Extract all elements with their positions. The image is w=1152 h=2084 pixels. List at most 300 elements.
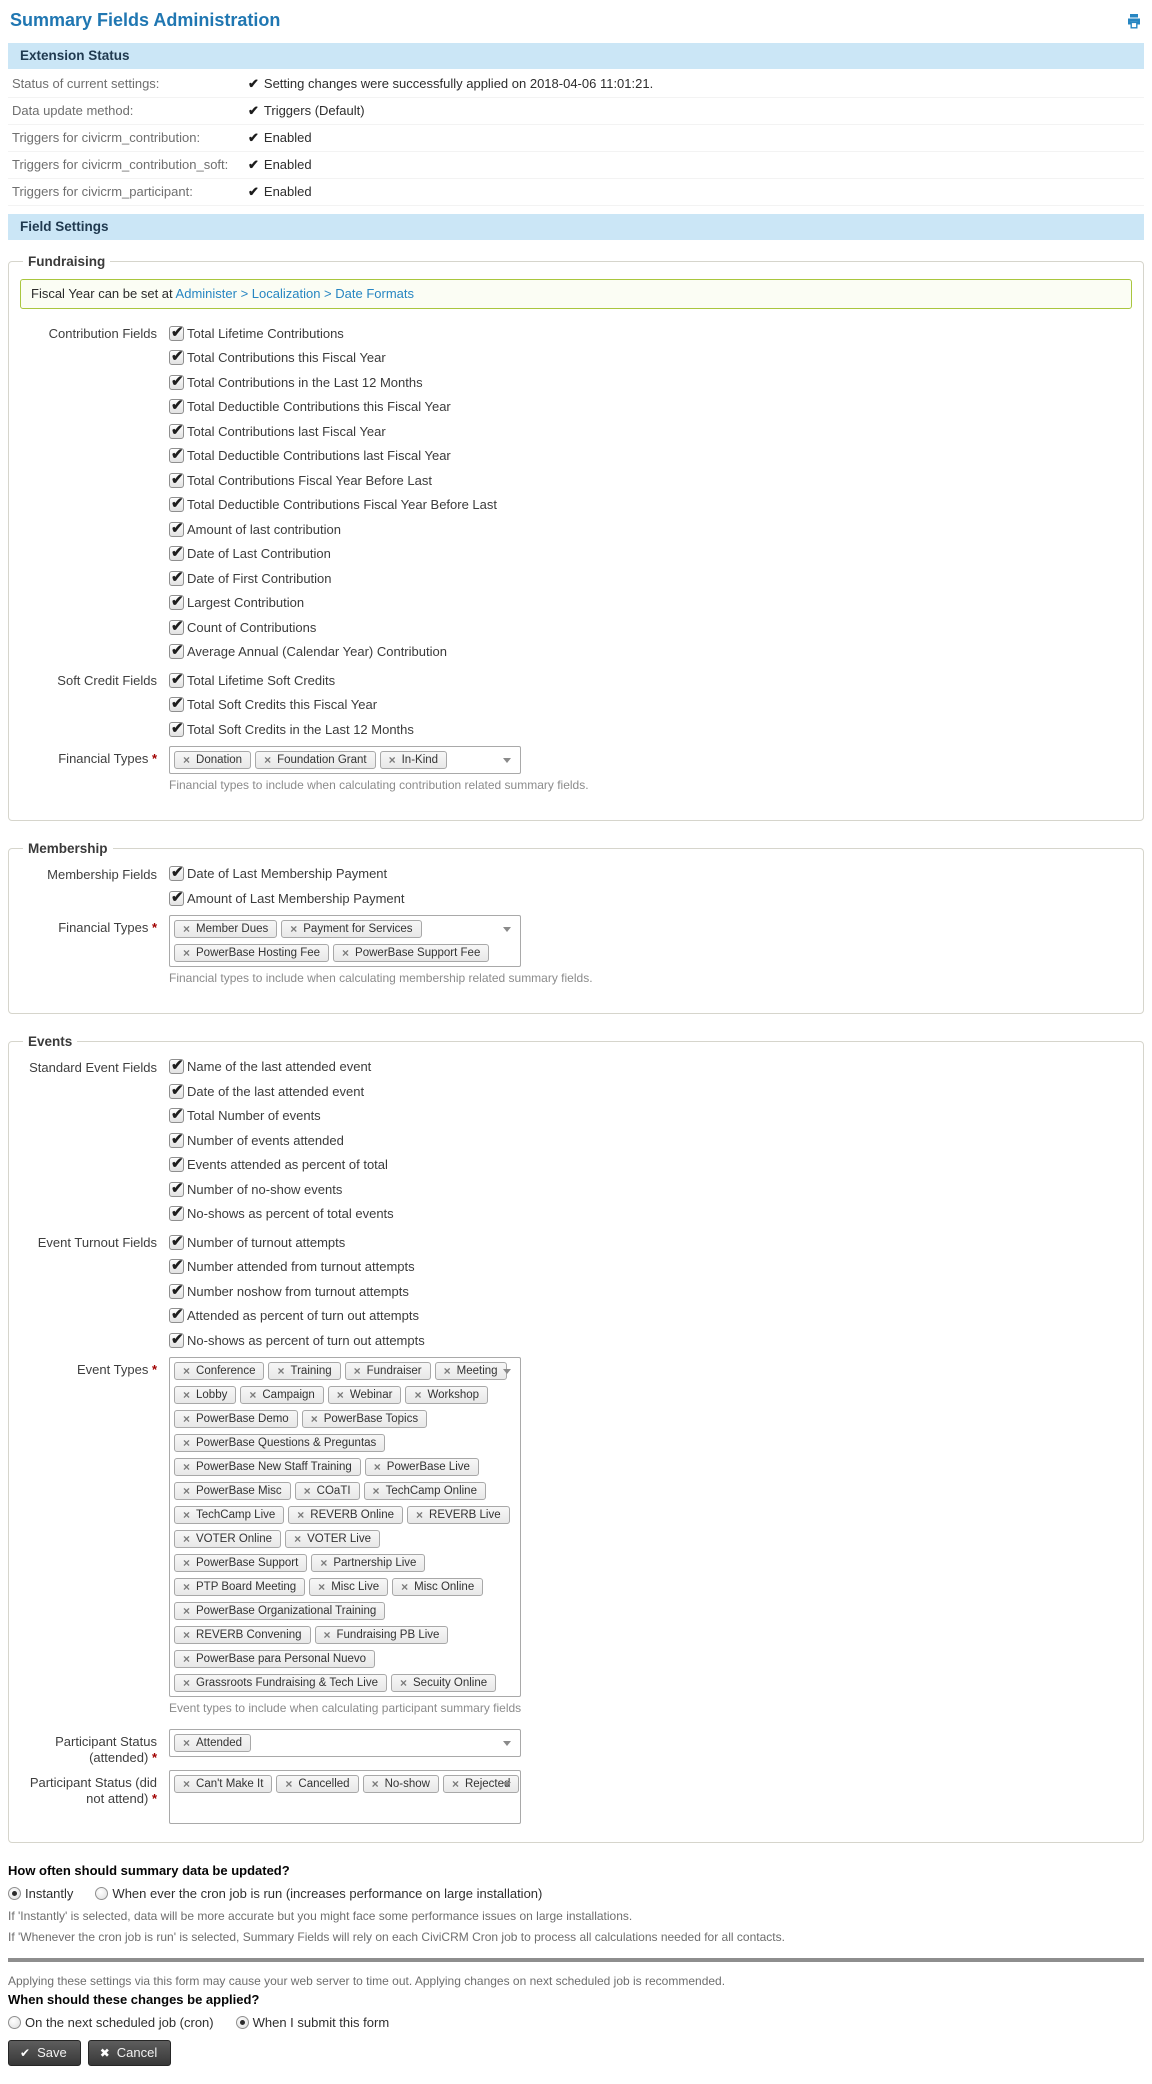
update-frequency-question: How often should summary data be updated?: [8, 1863, 290, 1878]
extension-status-header: Extension Status: [8, 43, 1144, 69]
selected-tag: [363, 1775, 439, 1793]
remove-tag-icon[interactable]: ×: [451, 1777, 459, 1791]
checkbox-label[interactable]: Number noshow from turnout attempts: [187, 1283, 409, 1299]
tag-label: Meeting: [456, 1364, 498, 1377]
remove-tag-icon[interactable]: ×: [183, 1627, 191, 1642]
checkbox-label[interactable]: Count of Contributions: [187, 619, 317, 635]
checkbox-checked-icon[interactable]: [169, 399, 184, 414]
remove-tag-icon[interactable]: ×: [183, 1579, 191, 1594]
checkbox-label[interactable]: Date of Last Contribution: [187, 546, 331, 562]
tag-label: TechCamp Online: [385, 1484, 477, 1497]
selected-tag: [174, 1410, 298, 1428]
status-row: [8, 125, 1144, 152]
tag-label: In-Kind: [401, 753, 439, 766]
status-label: Status of current settings:: [12, 76, 160, 91]
update-frequency-options: [8, 1886, 1144, 1901]
checkbox-item: [169, 640, 1133, 665]
financial-types-label-text: Financial Types: [58, 919, 152, 935]
checkbox-label[interactable]: Amount of last contribution: [187, 521, 341, 537]
contribution-fields-list: [169, 321, 1133, 664]
selected-tag: [380, 751, 447, 769]
event-types-row: [19, 1357, 1133, 1725]
check-icon: ✔: [248, 76, 259, 91]
fundraising-financial-types-select[interactable]: [169, 746, 521, 774]
checkbox-item: [169, 566, 1133, 591]
event-types-label: [19, 1357, 169, 1725]
checkbox-checked-icon[interactable]: [169, 448, 184, 463]
event-types-select[interactable]: [169, 1357, 521, 1697]
checkbox-item: [169, 1128, 1133, 1153]
checkbox-label[interactable]: Total Contributions last Fiscal Year: [187, 423, 386, 439]
checkbox-checked-icon[interactable]: [169, 1284, 184, 1299]
checkbox-checked-icon[interactable]: [169, 497, 184, 512]
checkbox-checked-icon[interactable]: [169, 697, 184, 712]
tag-label: PowerBase Misc: [196, 1484, 282, 1497]
dropdown-arrow-icon[interactable]: [503, 1782, 511, 1787]
checkbox-item: [169, 1230, 1133, 1255]
printer-icon-svg: [1126, 13, 1142, 29]
event-types-help: Event types to include when calculating participant summary fields: [169, 1700, 522, 1715]
checkbox-checked-icon[interactable]: [169, 1182, 184, 1197]
selected-tag: [391, 1674, 496, 1692]
checkbox-item: [169, 395, 1133, 420]
apply-question: When should these changes be applied?: [8, 1992, 260, 2007]
standard-event-fields-row: [19, 1055, 1133, 1227]
remove-tag-icon[interactable]: ×: [183, 1603, 191, 1618]
date-formats-link[interactable]: Administer > Localization > Date Formats: [175, 286, 414, 301]
checkbox-checked-icon[interactable]: [169, 1308, 184, 1323]
tag-label: REVERB Live: [429, 1508, 501, 1521]
checkbox-item: [169, 1177, 1133, 1202]
checkbox-label[interactable]: Total Soft Credits in the Last 12 Months: [187, 721, 414, 737]
checkbox-label[interactable]: Number of events attended: [187, 1132, 344, 1148]
tag-label: Cancelled: [298, 1778, 350, 1790]
tag-label: VOTER Online: [196, 1532, 273, 1545]
membership-financial-types-select[interactable]: [169, 915, 521, 967]
radio-button-icon[interactable]: [8, 2016, 21, 2029]
selected-tag: [276, 1775, 358, 1793]
remove-tag-icon[interactable]: ×: [264, 752, 272, 767]
tag-label: REVERB Convening: [196, 1628, 302, 1641]
checkbox-label[interactable]: Total Contributions Fiscal Year Before Last: [187, 472, 432, 488]
membership-fields-row: [19, 862, 1133, 911]
selected-tag: [285, 1530, 380, 1548]
check-icon: ✔: [248, 130, 259, 145]
membership-fields-label: Membership Fields: [47, 866, 157, 882]
tag-label: Training: [290, 1364, 332, 1377]
checkbox-item: [169, 321, 1133, 346]
tag-label: Rejected: [465, 1778, 511, 1790]
radio-button-icon[interactable]: [95, 1887, 108, 1900]
checkbox-checked-icon[interactable]: [169, 891, 184, 906]
selected-tag: [435, 1362, 507, 1380]
tag-label: Misc Live: [331, 1580, 380, 1593]
save-button[interactable]: [8, 2040, 81, 2066]
cancel-button[interactable]: [88, 2040, 172, 2066]
checkbox-item: [169, 1055, 1133, 1080]
membership-legend: Membership: [28, 840, 108, 856]
selected-tag: [288, 1506, 403, 1524]
checkbox-checked-icon[interactable]: [169, 546, 184, 561]
selected-tag: [333, 944, 489, 962]
participant-not-attended-label-text: Participant Status (did not attend): [29, 1775, 157, 1807]
selected-tag: [174, 1602, 385, 1620]
selected-tag: [311, 1554, 425, 1572]
selected-tag: [365, 1458, 479, 1476]
selected-tag: [315, 1626, 449, 1644]
checkbox-label[interactable]: Number of no-show events: [187, 1181, 343, 1197]
extension-status-table: [8, 71, 1144, 212]
radio-option-label: When ever the cron job is run (increases performance on large installation): [112, 1886, 543, 1901]
remove-tag-icon[interactable]: ×: [342, 945, 350, 960]
remove-tag-icon[interactable]: ×: [297, 1507, 305, 1522]
remove-tag-icon[interactable]: ×: [285, 1777, 293, 1791]
selected-tag: [364, 1482, 486, 1500]
tag-label: PowerBase Support: [196, 1556, 299, 1569]
required-marker: *: [151, 919, 157, 935]
checkbox-label[interactable]: No-shows as percent of total events: [187, 1206, 394, 1222]
checkbox-checked-icon[interactable]: [169, 1084, 184, 1099]
tag-label: REVERB Online: [310, 1508, 395, 1521]
checkbox-checked-icon[interactable]: [169, 1133, 184, 1148]
selected-tag: [240, 1386, 323, 1404]
checkbox-item: [169, 370, 1133, 395]
tag-label: Can't Make It: [196, 1778, 264, 1790]
remove-tag-icon[interactable]: ×: [277, 1363, 285, 1378]
checkbox-item: [169, 493, 1133, 518]
save-button-label: Save: [37, 2045, 67, 2060]
remove-tag-icon[interactable]: ×: [183, 1675, 191, 1690]
required-marker: *: [151, 1749, 157, 1765]
status-value: [248, 184, 312, 200]
remove-tag-icon[interactable]: ×: [183, 1363, 191, 1378]
tag-label: PowerBase Demo: [196, 1412, 289, 1425]
checkbox-item: [169, 346, 1133, 371]
remove-tag-icon[interactable]: ×: [388, 752, 396, 767]
checkbox-item: [169, 517, 1133, 542]
remove-tag-icon[interactable]: ×: [310, 1411, 318, 1426]
status-label: Triggers for civicrm_contribution:: [12, 130, 201, 145]
tag-label: Grassroots Fundraising & Tech Live: [196, 1676, 378, 1689]
checkbox-checked-icon[interactable]: [169, 1259, 184, 1274]
remove-tag-icon[interactable]: ×: [294, 1531, 302, 1546]
checkbox-checked-icon[interactable]: [169, 350, 184, 365]
selected-tag: [174, 1650, 375, 1668]
tag-label: Conference: [196, 1364, 256, 1377]
soft-credit-fields-list: [169, 668, 1133, 742]
tag-label: Fundraising PB Live: [336, 1628, 440, 1641]
checkbox-checked-icon[interactable]: [169, 866, 184, 881]
participant-not-attended-select[interactable]: [169, 1770, 521, 1824]
selected-tag: [302, 1410, 427, 1428]
help-line: If 'Whenever the cron job is run' is selected, Summary Fields will rely on each CiviCRM Cron job to process all calculations needed for all contacts.: [8, 1930, 785, 1944]
tag-label: Fundraiser: [366, 1364, 422, 1377]
standard-event-fields-list: [169, 1055, 1133, 1227]
participant-attended-row: [19, 1729, 1133, 1767]
selected-tag: [174, 751, 251, 769]
remove-tag-icon[interactable]: ×: [183, 1555, 191, 1570]
selected-tag: [281, 920, 421, 938]
remove-tag-icon[interactable]: ×: [183, 921, 191, 936]
checkbox-checked-icon[interactable]: [169, 722, 184, 737]
remove-tag-icon[interactable]: ×: [372, 1483, 380, 1498]
fiscal-year-notice: [20, 279, 1132, 309]
radio-option[interactable]: [8, 2015, 214, 2030]
selected-tag: [174, 1578, 305, 1596]
dropdown-arrow-icon[interactable]: [503, 1741, 511, 1746]
tag-label: PowerBase New Staff Training: [196, 1460, 352, 1473]
checkbox-checked-icon[interactable]: [169, 522, 184, 537]
checkbox-checked-icon[interactable]: [169, 1157, 184, 1172]
status-row: [8, 152, 1144, 179]
tag-label: Member Dues: [196, 922, 269, 935]
checkbox-label[interactable]: Total Number of events: [187, 1108, 321, 1124]
radio-option[interactable]: [236, 2015, 390, 2030]
remove-tag-icon[interactable]: ×: [416, 1507, 424, 1522]
apply-options: [8, 2015, 1144, 2030]
checkbox-label[interactable]: Total Deductible Contributions Fiscal Year Before Last: [187, 497, 498, 513]
status-value-text: Enabled: [263, 130, 312, 145]
tag-label: VOTER Live: [307, 1532, 372, 1545]
tag-label: PowerBase para Personal Nuevo: [196, 1652, 367, 1665]
remove-tag-icon[interactable]: ×: [401, 1579, 409, 1594]
remove-tag-icon[interactable]: ×: [399, 1675, 407, 1690]
tag-label: Webinar: [349, 1388, 393, 1401]
fundraising-legend: Fundraising: [28, 254, 106, 269]
tag-label: Donation: [196, 753, 243, 766]
checkbox-item: [169, 1279, 1133, 1304]
selected-tag: [174, 1386, 236, 1404]
selected-tag: [174, 1734, 251, 1752]
remove-tag-icon[interactable]: ×: [320, 1555, 328, 1570]
checkbox-label[interactable]: Amount of Last Membership Payment: [187, 890, 405, 906]
radio-option-label: On the next scheduled job (cron): [25, 2015, 214, 2030]
remove-tag-icon[interactable]: ×: [336, 1387, 344, 1402]
remove-tag-icon[interactable]: ×: [183, 1459, 191, 1474]
checkbox-label[interactable]: Total Lifetime Contributions: [187, 325, 344, 341]
checkbox-checked-icon[interactable]: [169, 326, 184, 341]
checkbox-label[interactable]: Total Deductible Contributions this Fiscal Year: [187, 399, 451, 415]
tag-label: Workshop: [427, 1388, 480, 1401]
checkbox-item: [169, 693, 1133, 718]
checkbox-item: [169, 668, 1133, 693]
event-turnout-fields-row: [19, 1230, 1133, 1353]
tag-label: PowerBase Live: [386, 1460, 470, 1473]
dropdown-arrow-icon[interactable]: [503, 927, 511, 932]
remove-tag-icon[interactable]: ×: [249, 1387, 257, 1402]
checkbox-item: [169, 615, 1133, 640]
tag-label: Payment for Services: [303, 922, 413, 935]
checkbox-checked-icon[interactable]: [169, 1206, 184, 1221]
checkbox-label[interactable]: Date of the last attended event: [187, 1083, 365, 1099]
remove-tag-icon[interactable]: ×: [323, 1627, 331, 1642]
remove-tag-icon[interactable]: ×: [353, 1363, 361, 1378]
soft-credit-fields-label: Soft Credit Fields: [57, 673, 157, 688]
radio-option-label: Instantly: [25, 1886, 74, 1901]
checkbox-item: [169, 1079, 1133, 1104]
status-value: [248, 157, 312, 173]
selected-tag: [174, 1554, 307, 1572]
fundraising-fieldset: [8, 254, 1144, 821]
update-frequency-help: [8, 1909, 1144, 1944]
checkbox-label[interactable]: Number of turnout attempts: [187, 1234, 346, 1250]
remove-tag-icon[interactable]: ×: [183, 945, 191, 960]
tag-label: PowerBase Hosting Fee: [196, 946, 321, 959]
radio-option-label: When I submit this form: [252, 2015, 390, 2030]
status-label: Data update method:: [12, 103, 134, 118]
membership-financial-types-row: [19, 915, 1133, 995]
checkbox-label[interactable]: Total Deductible Contributions last Fiscal Year: [187, 448, 451, 464]
status-value-text: Setting changes were successfully applied on 2018-04-06 11:01:21.: [263, 76, 654, 91]
tag-label: Misc Online: [414, 1580, 475, 1593]
selected-tag: [407, 1506, 510, 1524]
remove-tag-icon[interactable]: ×: [183, 1507, 191, 1522]
tag-label: Partnership Live: [333, 1556, 417, 1569]
checkbox-item: [169, 1104, 1133, 1129]
checkbox-item: [169, 1328, 1133, 1353]
remove-tag-icon[interactable]: ×: [414, 1387, 422, 1402]
checkbox-checked-icon[interactable]: [169, 620, 184, 635]
tag-label: Secuity Online: [413, 1676, 488, 1689]
checkbox-item: [169, 1202, 1133, 1227]
checkbox-checked-icon[interactable]: [169, 1059, 184, 1074]
cancel-button-label: Cancel: [116, 2045, 158, 2060]
remove-tag-icon[interactable]: ×: [183, 1735, 191, 1750]
soft-credit-fields-row: [19, 668, 1133, 742]
remove-tag-icon[interactable]: ×: [371, 1777, 379, 1791]
remove-tag-icon[interactable]: ×: [183, 1531, 191, 1546]
tag-label: Foundation Grant: [277, 753, 367, 766]
tag-label: PowerBase Questions & Preguntas: [196, 1436, 377, 1449]
participant-attended-select[interactable]: [169, 1729, 521, 1757]
participant-attended-label-text: Participant Status (attended): [55, 1733, 157, 1765]
status-label: Triggers for civicrm_contribution_soft:: [12, 157, 229, 172]
selected-tag: [295, 1482, 360, 1500]
selected-tag: [309, 1578, 388, 1596]
checkbox-label[interactable]: Total Soft Credits this Fiscal Year: [187, 697, 378, 713]
contribution-fields-label: Contribution Fields: [48, 326, 157, 341]
tag-label: TechCamp Live: [196, 1508, 276, 1521]
fundraising-financial-types-row: [19, 746, 1133, 802]
selected-tag: [174, 1674, 387, 1692]
selected-tag: [174, 1434, 385, 1452]
financial-types-label: [19, 746, 169, 802]
selected-tag: [174, 1506, 284, 1524]
checkbox-checked-icon[interactable]: [169, 644, 184, 659]
form-buttons: [8, 2040, 1144, 2066]
radio-button-icon[interactable]: [8, 1887, 21, 1900]
remove-tag-icon[interactable]: ×: [183, 1777, 191, 1791]
dropdown-arrow-icon[interactable]: [503, 758, 511, 763]
remove-tag-icon[interactable]: ×: [183, 1411, 191, 1426]
checkbox-item: [169, 862, 1133, 887]
status-value: [248, 130, 312, 146]
remove-tag-icon[interactable]: ×: [183, 752, 191, 767]
selected-tag: [268, 1362, 340, 1380]
checkbox-label[interactable]: Total Lifetime Soft Credits: [187, 672, 336, 688]
page-title: Summary Fields Administration: [10, 10, 281, 30]
checkbox-checked-icon[interactable]: [169, 375, 184, 390]
tag-label: PowerBase Support Fee: [355, 946, 481, 959]
radio-option[interactable]: [95, 1886, 542, 1901]
dropdown-arrow-icon[interactable]: [503, 1369, 511, 1374]
remove-tag-icon[interactable]: ×: [183, 1651, 191, 1666]
selected-tag: [255, 751, 376, 769]
status-row: [8, 98, 1144, 125]
selected-tag: [405, 1386, 488, 1404]
apply-warning: Applying these settings via this form may cause your web server to time out. Applying changes on next scheduled job is recommended.: [8, 1974, 726, 1988]
radio-option[interactable]: [8, 1886, 73, 1901]
remove-tag-icon[interactable]: ×: [183, 1483, 191, 1498]
event-turnout-fields-label: Event Turnout Fields: [37, 1235, 157, 1250]
remove-tag-icon[interactable]: ×: [318, 1579, 326, 1594]
membership-fieldset: [8, 841, 1144, 1014]
selected-tag: [174, 1626, 311, 1644]
tag-label: Attended: [196, 1736, 243, 1749]
required-marker: *: [151, 1791, 157, 1807]
checkbox-checked-icon[interactable]: [169, 1235, 184, 1250]
status-value-text: Triggers (Default): [263, 103, 365, 118]
checkbox-label[interactable]: Largest Contribution: [187, 595, 305, 611]
membership-fields-list: [169, 862, 1133, 911]
notice-text: Fiscal Year can be set at: [31, 286, 176, 301]
tag-label: Lobby: [196, 1388, 228, 1401]
standard-event-fields-label: Standard Event Fields: [29, 1059, 157, 1075]
checkbox-label[interactable]: Total Contributions in the Last 12 Months: [187, 374, 423, 390]
checkbox-checked-icon[interactable]: [169, 1333, 184, 1348]
checkbox-label[interactable]: Average Annual (Calendar Year) Contribution: [187, 644, 447, 660]
remove-tag-icon[interactable]: ×: [183, 1387, 191, 1402]
checkbox-checked-icon[interactable]: [169, 595, 184, 610]
checkbox-checked-icon[interactable]: [169, 571, 184, 586]
tag-label: No-show: [384, 1778, 430, 1790]
checkbox-label[interactable]: Date of First Contribution: [187, 570, 332, 586]
checkbox-checked-icon[interactable]: [169, 424, 184, 439]
print-icon[interactable]: [1126, 13, 1142, 32]
remove-tag-icon[interactable]: ×: [373, 1459, 381, 1474]
checkbox-item: [169, 717, 1133, 742]
title-row: [8, 0, 1144, 41]
status-value: [248, 103, 365, 119]
checkbox-checked-icon[interactable]: [169, 673, 184, 688]
status-value-text: Enabled: [263, 184, 312, 199]
radio-button-icon[interactable]: [236, 2016, 249, 2029]
checkbox-label[interactable]: Number attended from turnout attempts: [187, 1259, 415, 1275]
checkbox-label[interactable]: Events attended as percent of total: [187, 1157, 388, 1173]
checkbox-label[interactable]: Name of the last attended event: [187, 1059, 372, 1075]
tag-label: PTP Board Meeting: [196, 1580, 297, 1593]
checkbox-checked-icon[interactable]: [169, 1108, 184, 1123]
checkbox-label[interactable]: Total Contributions this Fiscal Year: [187, 350, 386, 366]
selected-tag: [174, 920, 277, 938]
cancel-x-icon: ✖: [99, 2045, 110, 2060]
check-icon: ✔: [248, 157, 259, 172]
remove-tag-icon[interactable]: ×: [443, 1363, 451, 1378]
checkbox-label[interactable]: No-shows as percent of turn out attempts: [187, 1332, 425, 1348]
remove-tag-icon[interactable]: ×: [290, 921, 298, 936]
remove-tag-icon[interactable]: ×: [183, 1435, 191, 1450]
selected-tag: [345, 1362, 431, 1380]
membership-financial-types-help: Financial types to include when calculating membership related summary fields.: [169, 970, 593, 985]
tag-label: Campaign: [262, 1388, 315, 1401]
checkbox-label[interactable]: Attended as percent of turn out attempts: [187, 1308, 419, 1324]
remove-tag-icon[interactable]: ×: [303, 1483, 311, 1498]
checkbox-item: [169, 444, 1133, 469]
status-row: [8, 71, 1144, 98]
checkbox-checked-icon[interactable]: [169, 473, 184, 488]
save-check-icon: ✔: [20, 2045, 31, 2060]
checkbox-label[interactable]: Date of Last Membership Payment: [187, 866, 388, 882]
